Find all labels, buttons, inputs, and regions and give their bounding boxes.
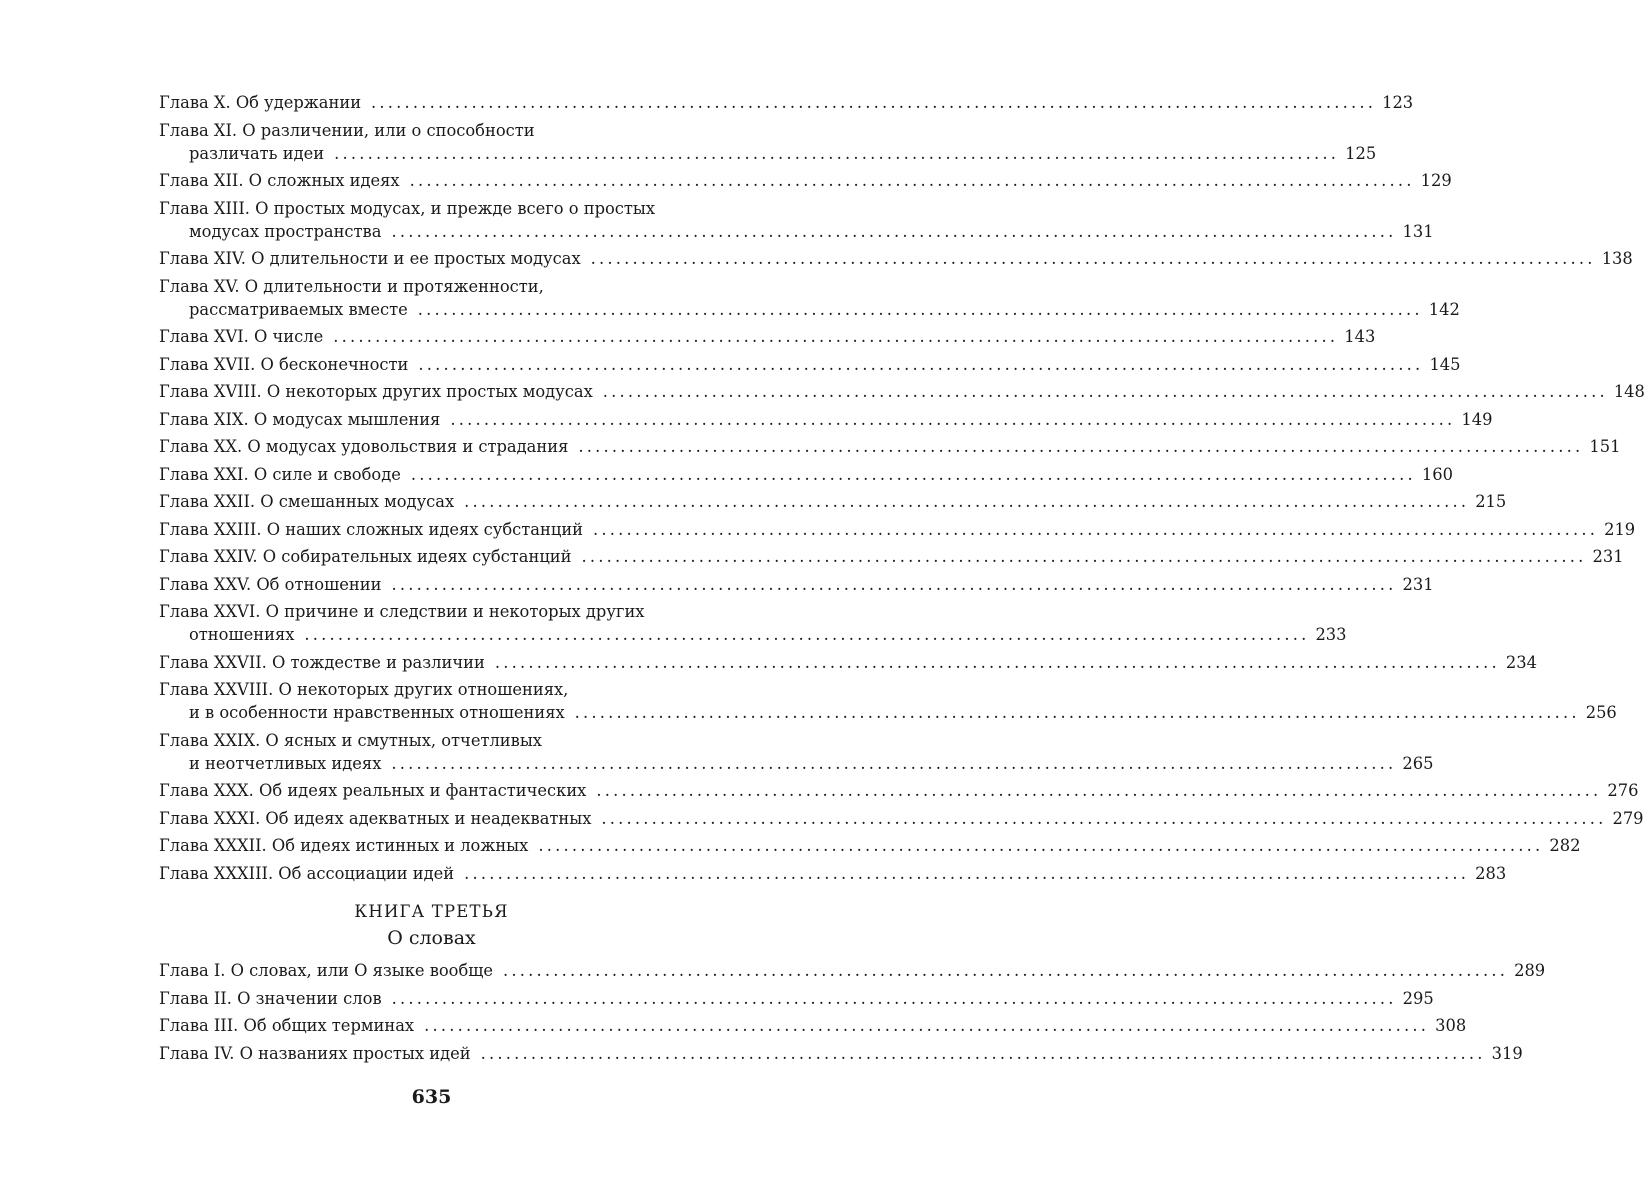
dot-leader: ........................................................................................................................ [391,753,1397,773]
toc-entry-title-line: Глава XXVI. О причине и следствии и некоторых других [159,602,645,621]
toc-entry-page-number: 129 [1420,171,1452,190]
dot-leader: ........................................................................................................................ [590,249,1596,268]
toc-entry-last-line [159,623,1347,646]
toc-entry-title: Глава XX. О модусах удовольствия и страдания [159,437,569,456]
dot-leader: ........................................................................................................................ [304,625,1310,644]
toc-entry-last-line [159,862,1507,885]
toc-entry-last-line [159,1042,1523,1065]
toc-entry [159,119,1377,165]
dot-leader: ........................................................................................................................ [593,519,1599,539]
toc-entry-page-number: 295 [1402,988,1434,1008]
dot-leader: ........................................................................................................................ [602,382,1608,401]
toc-entry-page-number: 138 [1601,249,1633,268]
dot-leader: ........................................................................................................................ [601,808,1607,828]
toc-entry-page-number: 289 [1514,961,1546,980]
dot-leader: ........................................................................................................................ [391,574,1397,594]
toc-entry [159,197,1434,243]
toc-entry-last-line [159,752,1434,775]
toc-entry-page-number: 308 [1435,1016,1467,1035]
toc-entry-title: и в особенности нравственных отношениях [189,703,565,722]
toc-entry-last-line [159,573,1434,596]
toc-entry-page-number: 215 [1475,492,1507,511]
toc-entry-last-line [159,408,1493,431]
toc-entry-title: Глава I. О словах, или О языке вообще [159,961,494,980]
toc-entry [159,490,1507,513]
toc-entry-title: различать идеи [189,143,325,163]
toc-entry-page-number: 142 [1428,299,1460,319]
dot-leader: ........................................................................................................................ [464,863,1470,883]
toc-entry-page-number: 148 [1613,382,1645,401]
toc-entry-page-number: 256 [1585,703,1617,722]
toc-entry-page-number: 265 [1402,753,1434,773]
toc-entry [159,545,1624,568]
dot-leader: ........................................................................................................................ [503,961,1509,980]
toc-entry [159,807,1644,830]
toc-entry-title: Глава XXVII. О тождестве и различии [159,652,485,672]
book-page [159,0,1645,1200]
toc-entry-title-line: Глава XV. О длительности и протяженности, [159,276,544,296]
toc-entry [159,834,1581,857]
toc-entry [159,959,1546,982]
toc-entry-title: Глава XXV. Об отношении [159,574,382,594]
toc-entry [159,380,1645,403]
toc-entry-page-number: 234 [1505,652,1537,672]
toc-entry-page-number: 149 [1461,409,1493,429]
dot-leader: ........................................................................................................................ [464,492,1470,511]
dot-leader: ........................................................................................................................ [581,547,1587,566]
toc-entry-last-line [159,325,1376,348]
toc-list-book2 [159,91,1645,889]
toc-entry [159,600,1347,646]
dot-leader: ........................................................................................................................ [371,93,1377,112]
toc-entry-last-line [159,169,1452,192]
toc-entry-last-line [159,435,1621,458]
toc-entry-title-line: Глава XXIX. О ясных и смутных, отчетливых [159,730,542,750]
toc-entry-page-number: 276 [1607,781,1639,800]
toc-entry-last-line [159,298,1460,321]
dot-leader: ........................................................................................................................ [418,354,1424,374]
dot-leader: ........................................................................................................................ [409,171,1415,190]
toc-entry-last-line [159,959,1546,982]
toc-entry-title: рассматриваемых вместе [189,299,408,319]
toc-entry [159,463,1453,486]
book-heading [159,900,704,952]
toc-entry-page-number: 143 [1344,327,1376,346]
toc-entry-title: Глава XXXI. Об идеях адекватных и неадекватных [159,808,592,828]
toc-entry-last-line [159,91,1414,114]
toc-entry-title: Глава XXI. О силе и свободе [159,464,401,484]
toc-entry [159,435,1621,458]
toc-entry-last-line [159,518,1636,541]
toc-entry-title: Глава XXIII. О наших сложных идеях субстанций [159,519,584,539]
dot-leader: ........................................................................................................................ [596,781,1602,800]
toc-entry-title: отношениях [189,625,295,644]
toc-entry-title: Глава XVII. О бесконечности [159,354,409,374]
toc-entry-last-line [159,353,1461,376]
toc-entry-page-number: 125 [1345,143,1377,163]
toc-entry-title: Глава X. Об удержании [159,93,362,112]
toc-entry-last-line [159,142,1377,165]
toc-entry-last-line [159,834,1581,857]
dot-leader: ........................................................................................................................ [424,1016,1430,1035]
toc-entry [159,1014,1467,1037]
toc-entry-title: Глава XVI. О числе [159,327,324,346]
toc-entry-page-number: 151 [1589,437,1621,456]
toc-entry-title: Глава XIV. О длительности и ее простых модусах [159,249,581,268]
toc-entry-title: Глава XXII. О смешанных модусах [159,492,455,511]
page-number: 635 [411,1086,452,1108]
toc-entry-title: Глава XXXII. Об идеях истинных и ложных [159,836,529,855]
toc-entry-page-number: 131 [1402,221,1434,241]
toc-entry-title-line: Глава XIII. О простых модусах, и прежде всего о простых [159,198,656,218]
toc-entry [159,729,1434,775]
toc-entry [159,169,1452,192]
toc-entry [159,325,1376,348]
dot-leader: ........................................................................................................................ [574,703,1580,722]
toc-entry-page-number: 283 [1475,863,1507,883]
toc-entry-title: Глава XXXIII. Об ассоциации идей [159,863,455,883]
dot-leader: ........................................................................................................................ [480,1043,1486,1063]
toc-entry-page-number: 319 [1491,1043,1523,1063]
toc-entry-page-number: 160 [1421,464,1453,484]
toc-entry [159,678,1617,724]
toc-entry-last-line [159,1014,1467,1037]
toc-entry-page-number: 123 [1382,93,1414,112]
toc-entry [159,779,1639,802]
toc-entry-last-line [159,463,1453,486]
toc-entry-page-number: 219 [1604,519,1636,539]
toc-entry [159,987,1434,1010]
toc-entry-page-number: 231 [1402,574,1434,594]
toc-entry [159,353,1461,376]
toc-list-book3 [159,959,1546,1069]
toc-entry-last-line [159,380,1645,403]
toc-entry-title-line: Глава XXVIII. О некоторых других отношениях, [159,680,569,699]
toc-entry-last-line [159,247,1633,270]
dot-leader: ........................................................................................................................ [391,988,1397,1008]
toc-entry-title: модусах пространства [189,221,382,241]
dot-leader: ........................................................................................................................ [333,327,1339,346]
dot-leader: ........................................................................................................................ [538,836,1544,855]
dot-leader: ........................................................................................................................ [334,143,1340,163]
toc-entry-last-line [159,807,1644,830]
book-title: КНИГА ТРЕТЬЯ [354,902,509,921]
toc-entry-last-line [159,220,1434,243]
dot-leader: ........................................................................................................................ [410,464,1416,484]
toc-entry-last-line [159,651,1537,674]
toc-entry-title: Глава XII. О сложных идеях [159,171,400,190]
toc-entry-page-number: 233 [1315,625,1347,644]
toc-entry-title: Глава III. Об общих терминах [159,1016,415,1035]
toc-entry-last-line [159,779,1639,802]
toc-entry [159,573,1434,596]
toc-entry [159,518,1636,541]
toc-entry-title: Глава XIX. О модусах мышления [159,409,441,429]
toc-entry-title: Глава IV. О названиях простых идей [159,1043,471,1063]
toc-entry-title: и неотчетливых идеях [189,753,382,773]
dot-leader: ........................................................................................................................ [494,652,1500,672]
toc-entry [159,91,1414,114]
dot-leader: ........................................................................................................................ [417,299,1423,319]
toc-entry [159,862,1507,885]
toc-entry-title: Глава XXX. Об идеях реальных и фантастических [159,781,587,800]
dot-leader: ........................................................................................................................ [578,437,1584,456]
dot-leader: ........................................................................................................................ [450,409,1456,429]
toc-entry-last-line [159,987,1434,1010]
toc-entry [159,651,1537,674]
toc-entry [159,1042,1523,1065]
toc-entry-last-line [159,490,1507,513]
toc-entry-title: Глава XVIII. О некоторых других простых модусах [159,382,593,401]
toc-entry-page-number: 279 [1612,808,1644,828]
toc-entry-title-line: Глава XI. О различении, или о способности [159,120,535,140]
toc-entry [159,275,1460,321]
toc-entry-page-number: 145 [1429,354,1461,374]
toc-entry [159,247,1633,270]
dot-leader: ........................................................................................................................ [391,221,1397,241]
toc-entry-page-number: 231 [1592,547,1624,566]
toc-entry-page-number: 282 [1549,836,1581,855]
book-subtitle: О словах [387,927,476,949]
toc-entry [159,408,1493,431]
toc-entry-title: Глава XXIV. О собирательных идеях субстанций [159,547,572,566]
toc-entry-title: Глава II. О значении слов [159,988,382,1008]
toc-entry-last-line [159,701,1617,724]
toc-entry-last-line [159,545,1624,568]
